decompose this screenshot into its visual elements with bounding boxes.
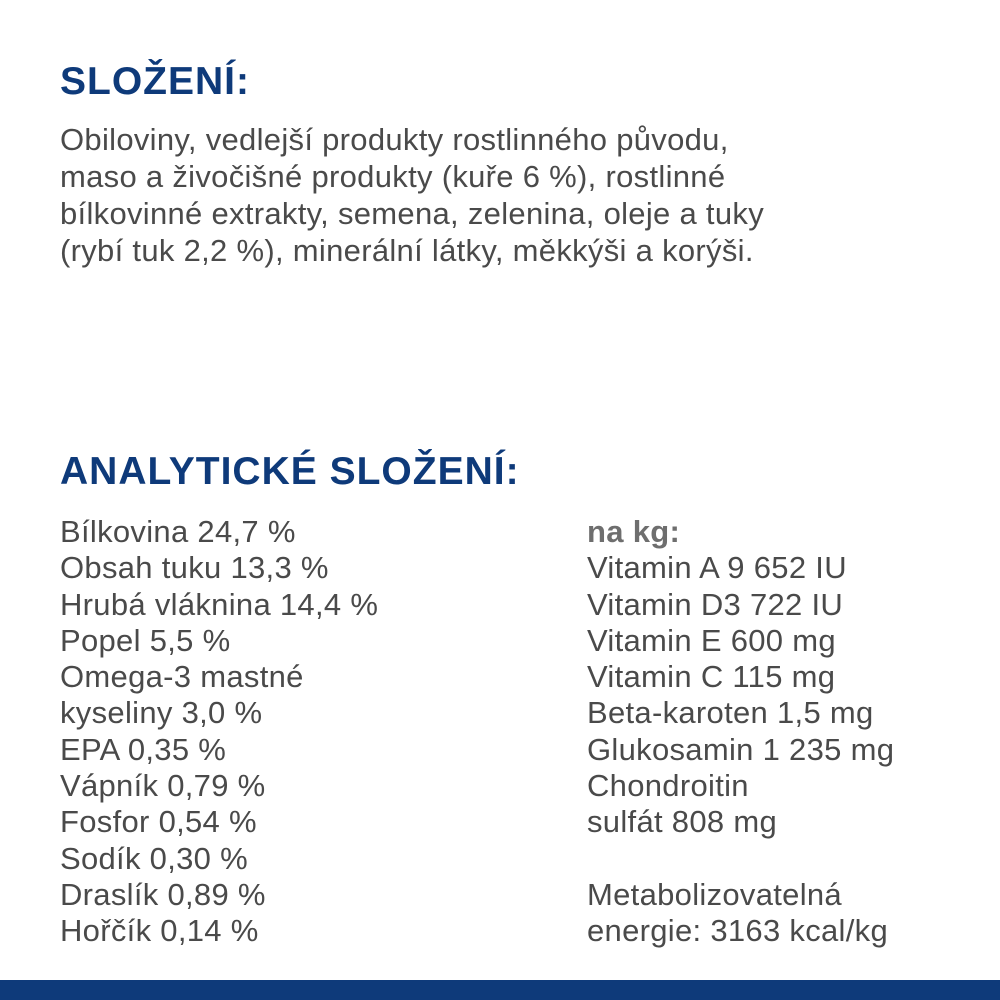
- vitamin-item: sulfát 808 mg: [587, 804, 778, 840]
- analytic-item: EPA 0,35 %: [60, 731, 227, 767]
- vitamin-item: Vitamin C 115 mg: [587, 659, 836, 695]
- vitamin-item: Chondroitin: [587, 768, 749, 804]
- analytic-item: Obsah tuku 13,3 %: [60, 550, 329, 586]
- energy-line: energie: 3163 kcal/kg: [587, 913, 888, 949]
- energy-line: Metabolizovatelná: [587, 876, 842, 912]
- composition-text: [60, 121, 960, 269]
- analytic-item: Omega-3 mastné: [60, 659, 304, 695]
- analytic-heading: ANALYTICKÉ SLOŽENÍ:: [60, 450, 520, 493]
- analytic-item: Fosfor 0,54 %: [60, 804, 257, 840]
- composition-line: (rybí tuk 2,2 %), minerální látky, měkkýši a korýši.: [60, 233, 754, 268]
- analytic-item: Bílkovina 24,7 %: [60, 514, 296, 549]
- analytic-list: [60, 514, 378, 950]
- bottom-bar: [0, 980, 1000, 1000]
- composition-line: maso a živočišné produkty (kuře 6 %), rostlinné: [60, 159, 726, 194]
- list-spacer: [587, 841, 894, 877]
- analytic-item: kyseliny 3,0 %: [60, 695, 263, 731]
- analytic-item: Vápník 0,79 %: [60, 768, 266, 804]
- vitamins-title: na kg:: [587, 514, 681, 549]
- vitamin-item: Vitamin A 9 652 IU: [587, 550, 847, 586]
- composition-heading: SLOŽENÍ:: [60, 60, 250, 103]
- vitamin-item: Glukosamin 1 235 mg: [587, 731, 895, 767]
- analytic-item: Sodík 0,30 %: [60, 840, 248, 876]
- vitamin-item: Vitamin D3 722 IU: [587, 586, 844, 622]
- composition-line: bílkovinné extrakty, semena, zelenina, oleje a tuky: [60, 196, 764, 231]
- analytic-item: Hrubá vláknina 14,4 %: [60, 586, 379, 622]
- analytic-item: Draslík 0,89 %: [60, 876, 266, 912]
- composition-line: Obiloviny, vedlejší produkty rostlinného původu,: [60, 122, 729, 157]
- vitamins-list: [587, 514, 894, 950]
- analytic-item: Hořčík 0,14 %: [60, 913, 259, 949]
- analytic-item: Popel 5,5 %: [60, 622, 231, 658]
- vitamin-item: Vitamin E 600 mg: [587, 622, 836, 658]
- vitamin-item: Beta-karoten 1,5 mg: [587, 695, 874, 731]
